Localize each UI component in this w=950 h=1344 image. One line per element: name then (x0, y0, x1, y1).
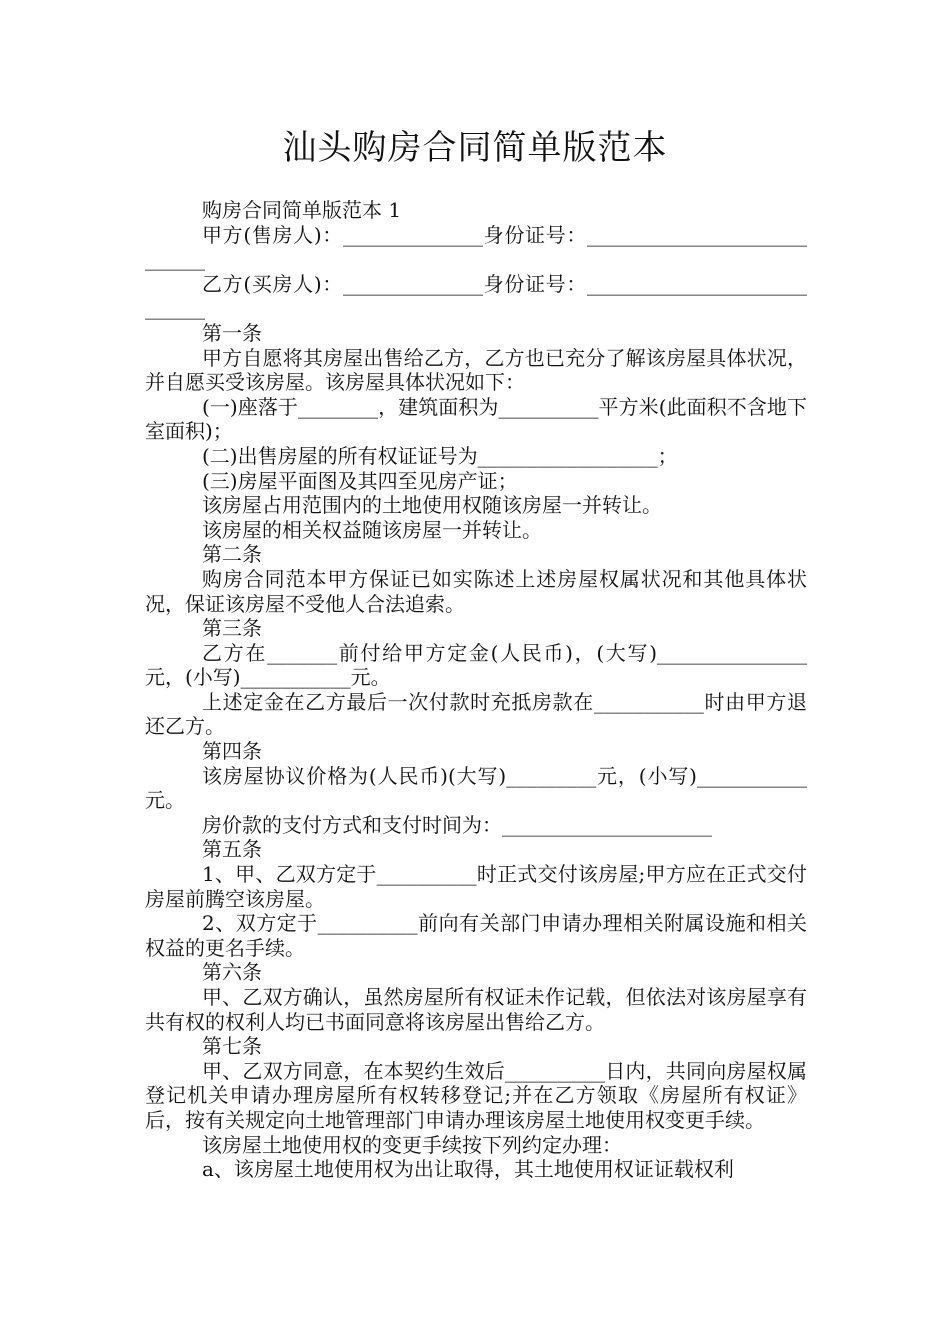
paragraph: a、该房屋土地使用权为出让取得，其土地使用权证证载权利 (202, 1157, 734, 1182)
paragraph: 该房屋土地使用权的变更手续按下列约定办理： (202, 1132, 622, 1157)
article-heading-1: 第一条 (202, 320, 262, 345)
paragraph: 该房屋协议价格为(人民币)(大写)_________元，(小写)___________元。 (145, 763, 807, 813)
paragraph: 甲、乙双方同意，在本契约生效后__________日内，共同向房屋权属登记机关申请办理房屋所有权转移登记;并在乙方领取《房屋所有权证》后，按有关规定向土地管理部门申请办理该房屋土地使用权变更手续。 (145, 1058, 807, 1132)
document-title: 汕头购房合同简单版范本 (282, 128, 668, 168)
paragraph: 1、甲、乙双方定于__________时正式交付该房屋;甲方应在正式交付房屋前腾空该房屋。 (145, 862, 807, 911)
paragraph: (一)座落于________，建筑面积为__________平方米(此面积不含地下室面积)； (145, 394, 807, 444)
paragraph: 该房屋的相关权益随该房屋一并转让。 (202, 517, 542, 542)
paragraph-party-a: 甲方(售房人)：______________身份证号：____________________________ (145, 222, 807, 272)
paragraph: 上述定金在乙方最后一次付款时充抵房款在___________时由甲方退还乙方。 (145, 689, 807, 739)
paragraph: 甲方自愿将其房屋出售给乙方，乙方也已充分了解该房屋具体状况，并自愿买受该房屋。该房屋具体状况如下： (145, 345, 807, 395)
paragraph: 该房屋占用范围内的土地使用权随该房屋一并转让。 (202, 493, 662, 518)
paragraph-subtitle: 购房合同简单版范本 1 (202, 198, 402, 222)
paragraph: (三)房屋平面图及其四至见房产证； (202, 468, 518, 493)
paragraph: (二)出售房屋的所有权证证号为__________________； (202, 443, 678, 468)
article-heading-4: 第四条 (202, 739, 262, 764)
paragraph-party-b: 乙方(买房人)：______________身份证号：____________________________ (145, 271, 807, 321)
article-heading-5: 第五条 (202, 837, 262, 862)
article-heading-3: 第三条 (202, 616, 262, 641)
paragraph: 甲、乙双方确认，虽然房屋所有权证未作记载，但依法对该房屋享有共有权的权利人均已书面同意将该房屋出售给乙方。 (145, 985, 807, 1034)
article-heading-6: 第六条 (202, 960, 262, 985)
article-heading-2: 第二条 (202, 542, 262, 567)
paragraph: 购房合同范本甲方保证已如实陈述上述房屋权属状况和其他具体状况，保证该房屋不受他人合法追索。 (145, 566, 807, 616)
paragraph: 房价款的支付方式和支付时间为：_____________________ (202, 812, 712, 837)
paragraph: 2、双方定于__________前向有关部门申请办理相关附属设施和相关权益的更名手续。 (145, 911, 807, 960)
paragraph: 乙方在_______前付给甲方定金(人民币)，(大写)_______________元，(小写)___________元。 (145, 640, 807, 690)
document-body (145, 198, 807, 1182)
article-heading-7: 第七条 (202, 1034, 262, 1059)
